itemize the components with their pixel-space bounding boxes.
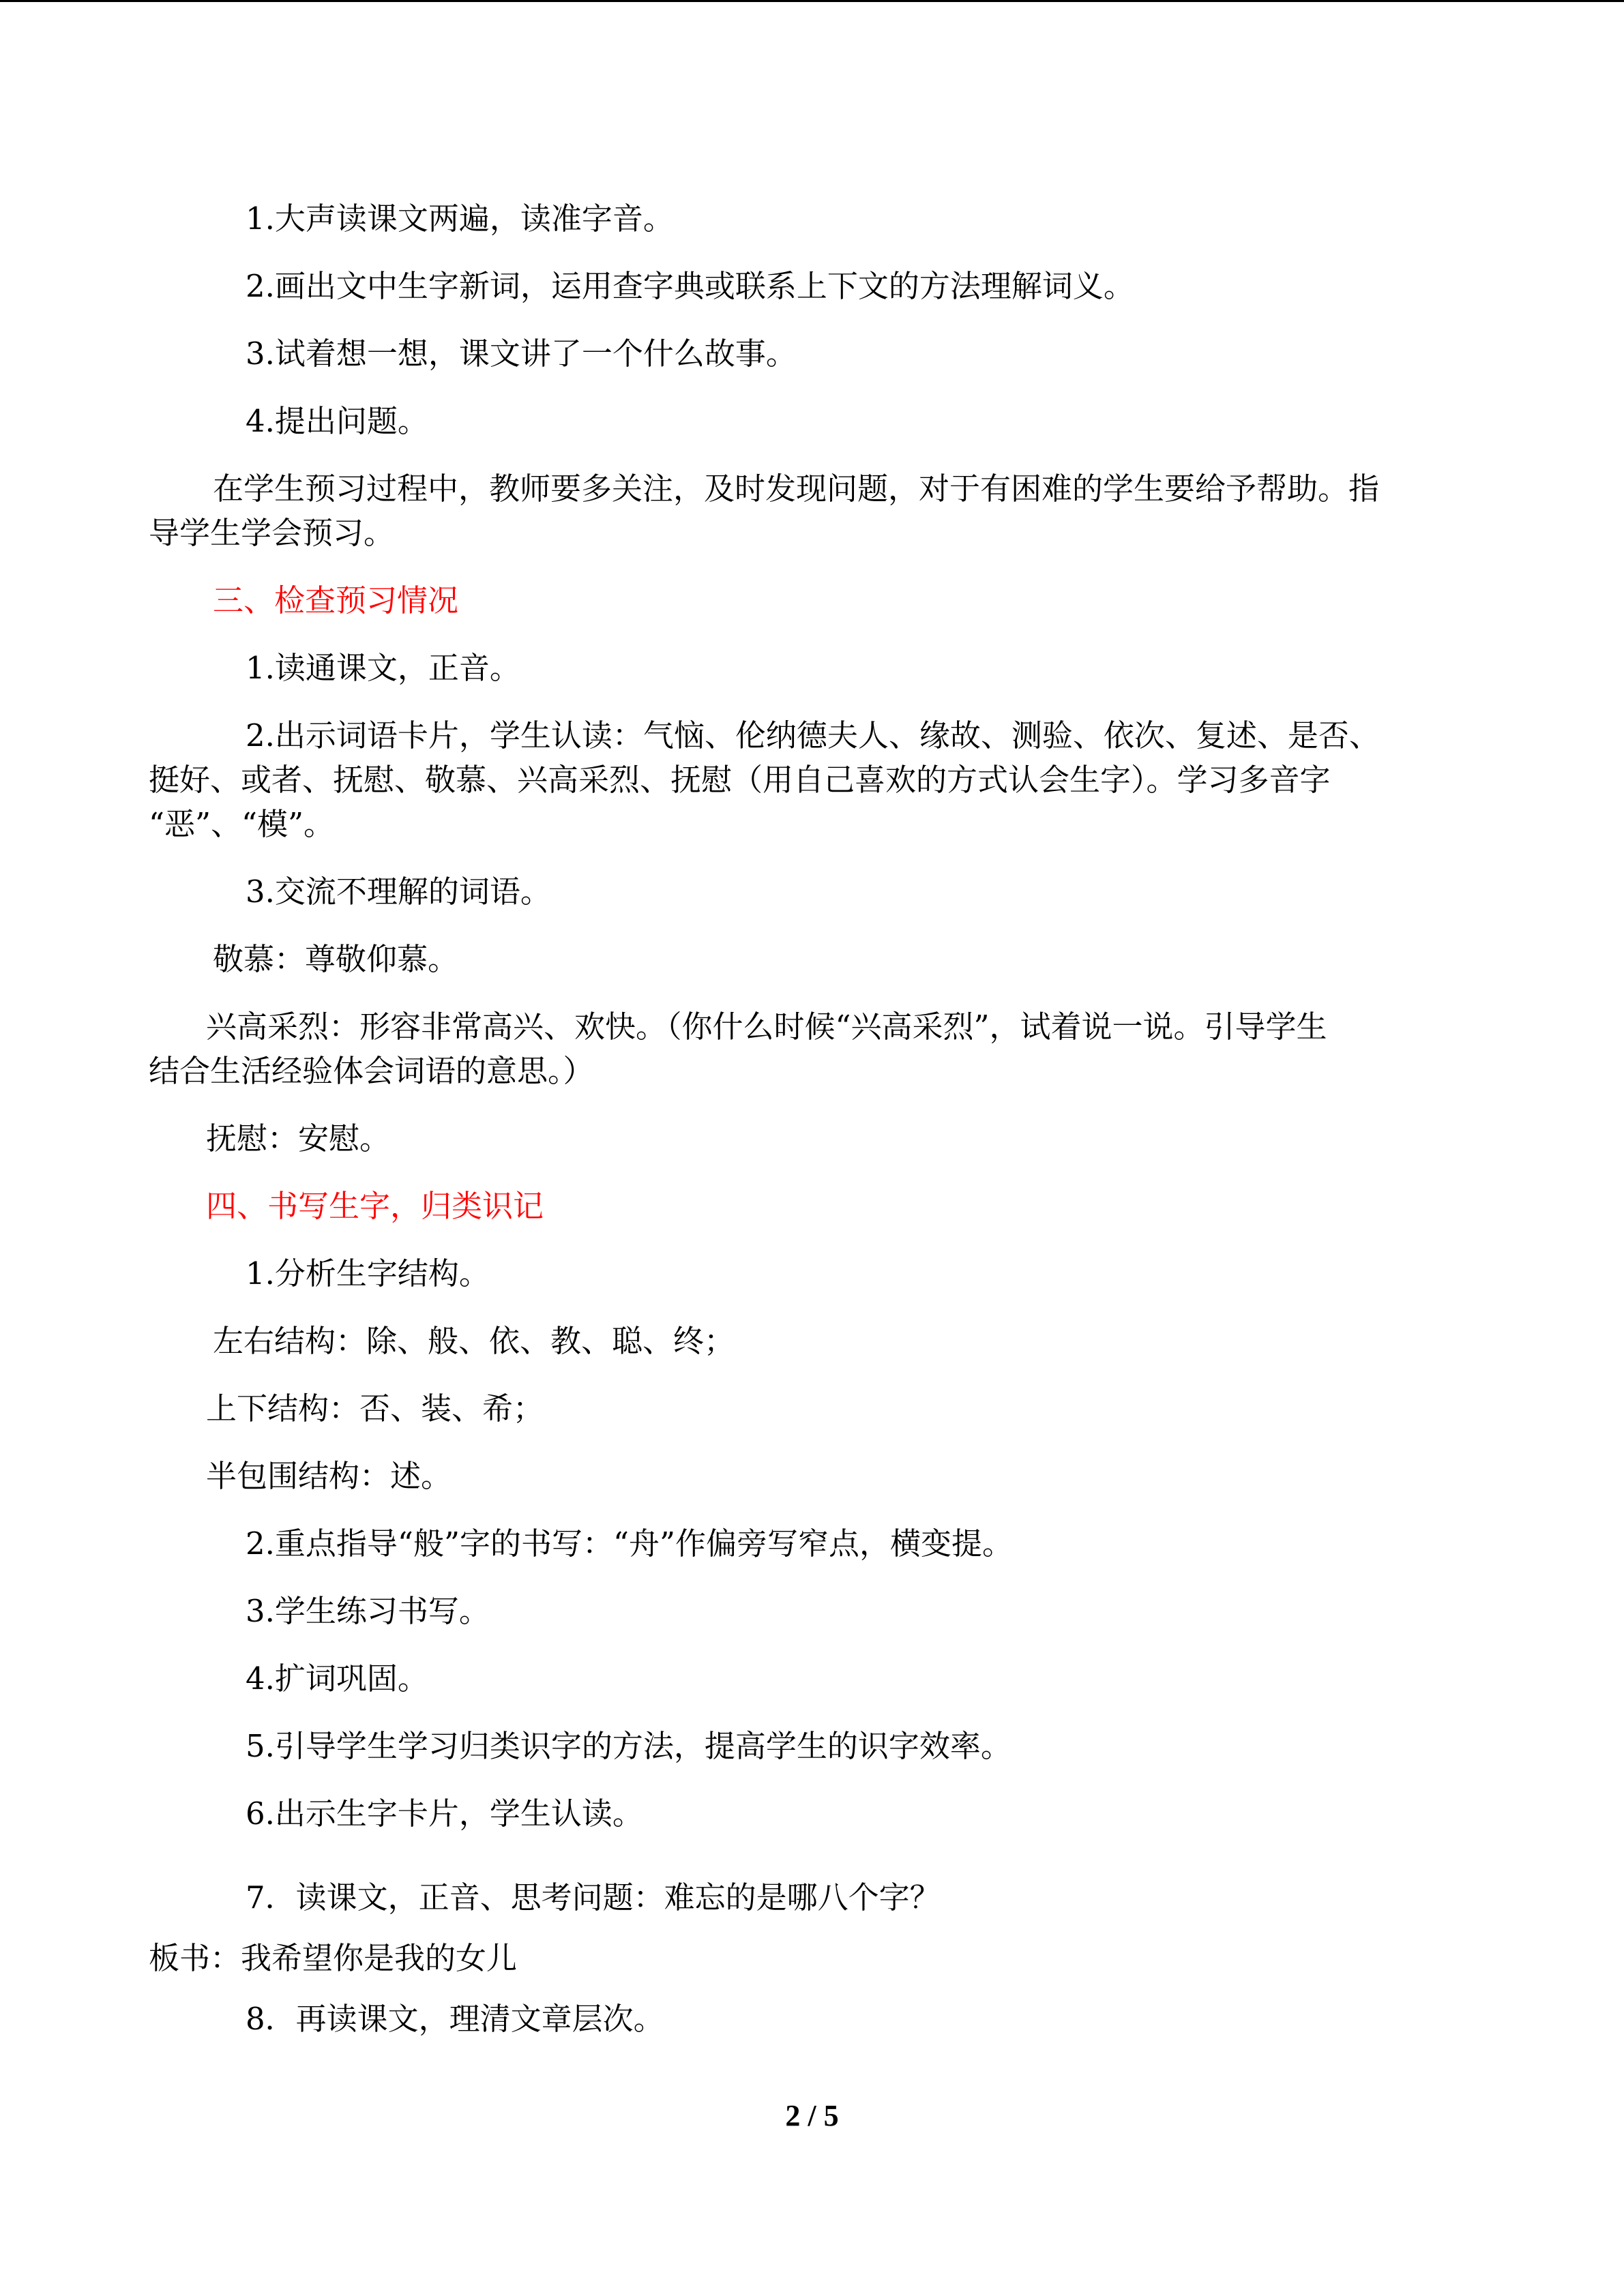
text-line: 8．再读课文，理清文章层次。 (246, 2001, 664, 2037)
section-heading: 三、检查预习情况 (213, 582, 459, 618)
paragraph-line: 挺好、或者、抚慰、敬慕、兴高采烈、抚慰（用自己喜欢的方式认会生字）。学习多音字 (149, 762, 1331, 798)
text-line: 2.画出文中生字新词，运用查字典或联系上下文的方法理解词义。 (246, 268, 1134, 304)
text-line: 7．读课文，正音、思考问题：难忘的是哪八个字？ (246, 1879, 941, 1915)
page-number: 2 / 5 (785, 2099, 839, 2132)
text-line: 3.学生练习书写。 (246, 1593, 490, 1629)
blackboard-line: 板书：我希望你是我的女儿 (149, 1940, 518, 1976)
text-line: 敬慕：尊敬仰慕。 (213, 941, 459, 977)
text-line: 3.交流不理解的词语。 (246, 874, 551, 910)
paragraph-line: 导学生学会预习。 (149, 515, 395, 551)
paragraph-line: “恶”、“模”。 (149, 806, 335, 842)
text-line: 5.引导学生学习归类识字的方法，提高学生的识字效率。 (246, 1728, 1012, 1764)
text-line: 4.提出问题。 (246, 403, 428, 439)
text-line: 左右结构：除、般、依、教、聪、终； (213, 1323, 735, 1359)
text-line: 上下结构：否、装、希； (206, 1390, 544, 1427)
section-heading: 四、书写生字，归类识记 (206, 1188, 544, 1224)
text-line: 抚慰：安慰。 (206, 1120, 391, 1157)
text-line: 1.分析生字结构。 (246, 1255, 490, 1292)
text-line: 6.出示生字卡片，学生认读。 (246, 1795, 643, 1832)
paragraph-line: 结合生活经验体会词语的意思。） (149, 1053, 594, 1089)
top-border (0, 0, 1624, 2)
text-line: 2.重点指导“般”字的书写：“舟”作偏旁写窄点，横变提。 (246, 1525, 1013, 1562)
paragraph-line: 兴高采烈：形容非常高兴、欢快。（你什么时候“兴高采烈”，试着说一说。引导学生 (206, 1009, 1327, 1045)
paragraph-line: 2.出示词语卡片，学生认读：气恼、伦纳德夫人、缘故、测验、依次、复述、是否、 (246, 717, 1380, 754)
text-line: 半包围结构：述。 (206, 1458, 452, 1494)
text-line: 1.大声读课文两遍，读准字音。 (246, 200, 674, 237)
text-line: 1.读通课文，正音。 (246, 650, 520, 686)
text-line: 3.试着想一想，课文讲了一个什么故事。 (246, 336, 797, 372)
text-line: 4.扩词巩固。 (246, 1660, 428, 1697)
paragraph-line: 在学生预习过程中，教师要多关注，及时发现问题，对于有困难的学生要给予帮助。指 (213, 471, 1380, 507)
